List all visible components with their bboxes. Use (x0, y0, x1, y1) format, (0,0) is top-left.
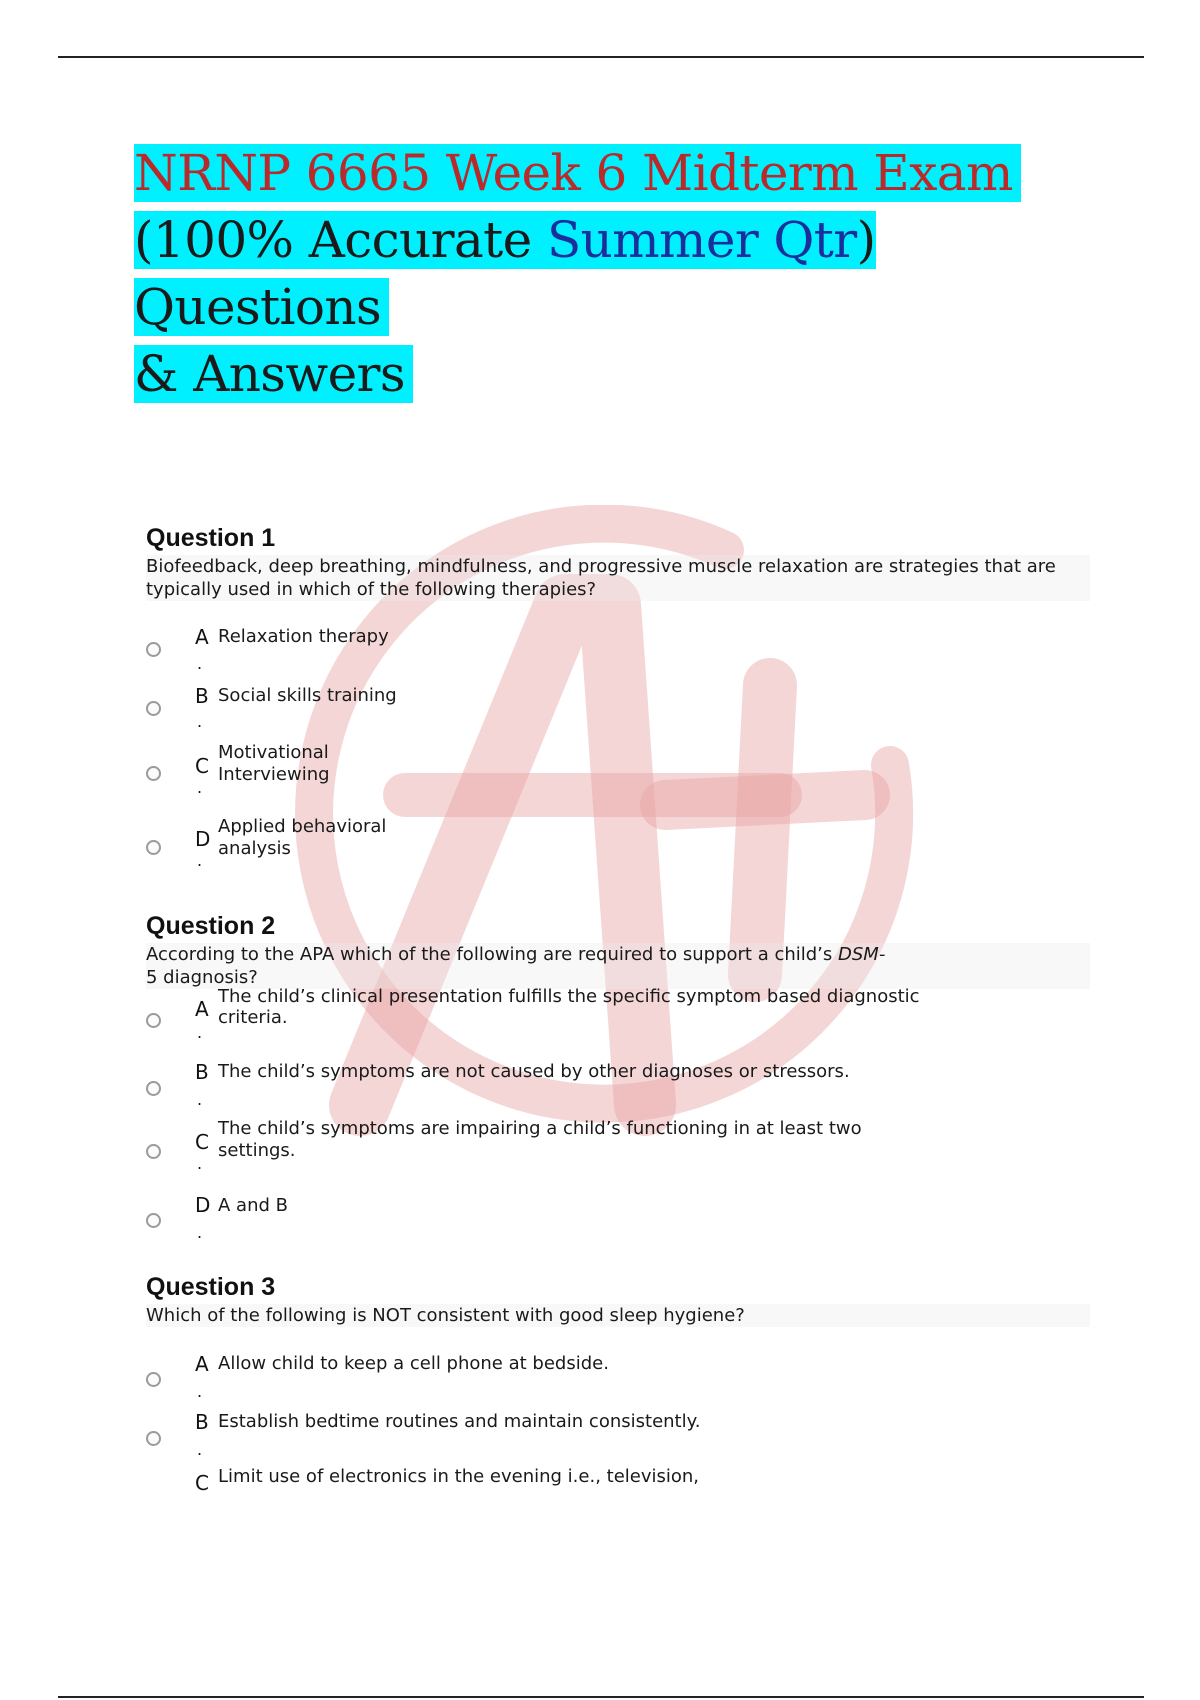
option-dot: . (197, 1023, 203, 1042)
option-dot: . (197, 654, 203, 673)
option-letter: C (195, 754, 209, 778)
option-letter: A (195, 625, 209, 649)
radio-button[interactable] (146, 642, 161, 657)
question-heading: Question 3 (146, 1273, 276, 1301)
radio-button[interactable] (146, 1081, 161, 1096)
top-rule (58, 56, 1144, 58)
question-text-part: 5 diagnosis? (146, 967, 258, 988)
question-heading: Question 2 (146, 912, 276, 940)
option-text: Relaxation therapy (218, 626, 389, 647)
option-dot: . (197, 1154, 203, 1173)
radio-button[interactable] (146, 766, 161, 781)
question-text (146, 943, 1090, 989)
question-2 (146, 911, 1090, 1242)
radio-button[interactable] (146, 1144, 161, 1159)
option-dot: . (197, 778, 203, 797)
radio-button[interactable] (146, 1431, 161, 1446)
option-letter: D (195, 827, 211, 851)
option-text: Motivational Interviewing (218, 742, 330, 785)
document-title (134, 140, 1094, 408)
title-term: Summer Qtr (546, 211, 857, 269)
question-text: Biofeedback, deep breathing, mindfulness, and progressive muscle relaxation are strategies that are typically used in which of the following therapies? (146, 555, 1090, 601)
option-letter: B (195, 1060, 209, 1084)
title-course: NRNP 6665 Week 6 Midterm Exam (134, 144, 1013, 202)
question-text-part: According to the APA which of the following are required to support a child’s (146, 944, 839, 965)
option-text: Allow child to keep a cell phone at bedside. (218, 1353, 609, 1374)
title-questions: ) Questions (134, 211, 876, 336)
option-letter: A (195, 997, 209, 1021)
option-text: Social skills training (218, 685, 397, 706)
option-letter: B (195, 1410, 209, 1434)
option-dot: . (197, 712, 203, 731)
option-text: The child’s symptoms are impairing a child’s functioning in at least two settings. (218, 1118, 862, 1161)
radio-button[interactable] (146, 1013, 161, 1028)
question-1 (146, 523, 1090, 870)
radio-button[interactable] (146, 840, 161, 855)
radio-button[interactable] (146, 1372, 161, 1387)
option-letter: D (195, 1193, 211, 1217)
option-dot: . (197, 1440, 203, 1459)
option-letter: B (195, 684, 209, 708)
option-text: Limit use of electronics in the evening i.e., television, (218, 1466, 700, 1487)
option-dot: . (197, 1382, 203, 1401)
question-heading: Question 1 (146, 524, 276, 552)
option-text: A and B (218, 1195, 288, 1216)
option-letter: C (195, 1471, 209, 1495)
option-letter: C (195, 1130, 209, 1154)
bottom-rule (58, 1696, 1144, 1698)
option-text: Applied behavioral analysis (218, 816, 387, 859)
option-dot: . (197, 851, 203, 870)
title-accuracy: (100% Accurate (134, 211, 532, 269)
question-3 (146, 1272, 1090, 1495)
radio-button[interactable] (146, 1213, 161, 1228)
question-text-italic: DSM- (838, 944, 886, 965)
radio-button[interactable] (146, 701, 161, 716)
option-dot: . (197, 1090, 203, 1109)
option-text: Establish bedtime routines and maintain consistently. (218, 1411, 701, 1432)
option-text: The child’s clinical presentation fulfills the specific symptom based diagnostic criteria. (218, 986, 920, 1028)
option-dot: . (197, 1223, 203, 1242)
option-text: The child’s symptoms are not caused by other diagnoses or stressors. (218, 1061, 850, 1082)
option-letter: A (195, 1352, 209, 1376)
title-answers: & Answers (134, 345, 405, 403)
question-text: Which of the following is NOT consistent with good sleep hygiene? (146, 1304, 1090, 1327)
